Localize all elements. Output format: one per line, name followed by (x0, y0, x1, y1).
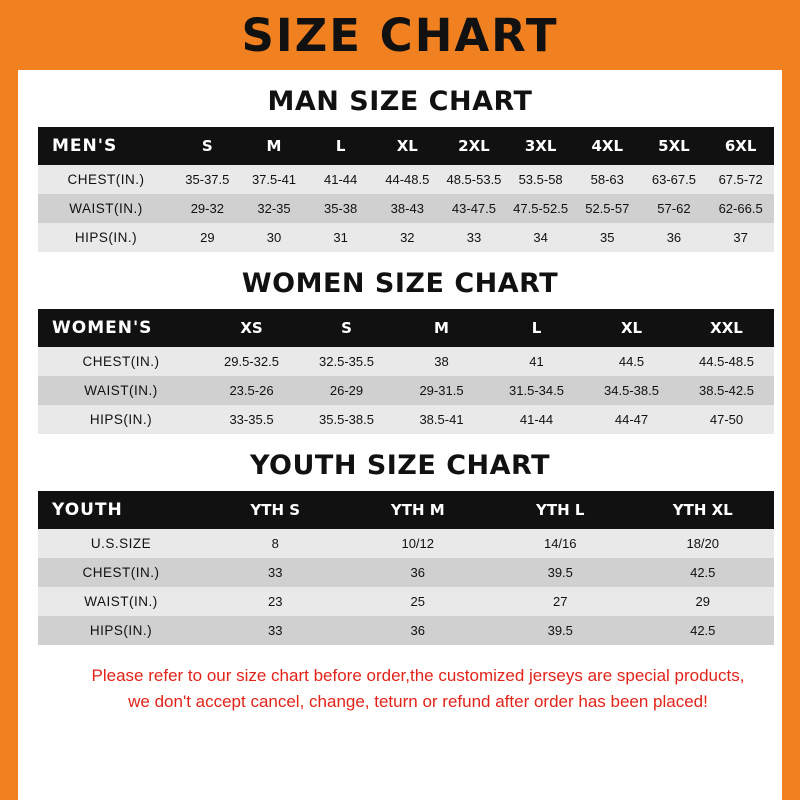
table-cell: 25 (347, 587, 490, 616)
table-row (38, 616, 774, 645)
men-header-cell: L (307, 127, 374, 165)
men-header-cell: 5XL (641, 127, 708, 165)
table-row (38, 194, 774, 223)
women-header-cell: XXL (679, 309, 774, 347)
table-row (38, 558, 774, 587)
table-row (38, 587, 774, 616)
table-cell: 31 (307, 223, 374, 252)
table-cell: 34.5-38.5 (584, 376, 679, 405)
table-cell: 53.5-58 (507, 165, 574, 194)
table-cell: 39.5 (489, 558, 632, 587)
table-cell: 32 (374, 223, 441, 252)
row-label: WAIST(IN.) (38, 194, 174, 223)
row-label: CHEST(IN.) (38, 347, 204, 376)
table-cell: 41-44 (307, 165, 374, 194)
youth-header-cell: YTH M (347, 491, 490, 529)
table-cell: 18/20 (632, 529, 775, 558)
women-header-cell: XS (204, 309, 299, 347)
table-row (38, 405, 774, 434)
table-cell: 58-63 (574, 165, 641, 194)
table-cell: 44-48.5 (374, 165, 441, 194)
table-cell: 41-44 (489, 405, 584, 434)
table-cell: 35-38 (307, 194, 374, 223)
table-cell: 31.5-34.5 (489, 376, 584, 405)
table-cell: 26-29 (299, 376, 394, 405)
table-cell: 38.5-41 (394, 405, 489, 434)
table-cell: 36 (347, 558, 490, 587)
row-label: HIPS(IN.) (38, 223, 174, 252)
table-cell: 43-47.5 (441, 194, 508, 223)
table-cell: 35.5-38.5 (299, 405, 394, 434)
table-cell: 34 (507, 223, 574, 252)
women-header-cell: S (299, 309, 394, 347)
table-cell: 35 (574, 223, 641, 252)
table-cell: 29 (632, 587, 775, 616)
table-cell: 52.5-57 (574, 194, 641, 223)
page-title: SIZE CHART (241, 8, 559, 62)
women-header-cell: WOMEN'S (38, 309, 204, 347)
men-header-cell: 4XL (574, 127, 641, 165)
men-header-cell: XL (374, 127, 441, 165)
table-cell: 44.5 (584, 347, 679, 376)
table-cell: 36 (641, 223, 708, 252)
row-label: HIPS(IN.) (38, 405, 204, 434)
table-cell: 62-66.5 (707, 194, 774, 223)
row-label: HIPS(IN.) (38, 616, 204, 645)
table-cell: 23.5-26 (204, 376, 299, 405)
table-cell: 27 (489, 587, 632, 616)
table-cell: 38.5-42.5 (679, 376, 774, 405)
table-cell: 37.5-41 (241, 165, 308, 194)
table-cell: 37 (707, 223, 774, 252)
men-header-cell: MEN'S (38, 127, 174, 165)
men-header-cell: S (174, 127, 241, 165)
table-cell: 42.5 (632, 616, 775, 645)
youth-header-cell: YOUTH (38, 491, 204, 529)
men-header-cell: 3XL (507, 127, 574, 165)
youth-header-cell: YTH S (204, 491, 347, 529)
table-cell: 10/12 (347, 529, 490, 558)
men-header-cell: M (241, 127, 308, 165)
men-size-table (38, 127, 774, 252)
footer-note-line-1: Please refer to our size chart before order,the customized jerseys are special products, (91, 666, 745, 685)
table-cell: 47-50 (679, 405, 774, 434)
table-cell: 36 (347, 616, 490, 645)
table-cell: 44-47 (584, 405, 679, 434)
table-cell: 32.5-35.5 (299, 347, 394, 376)
row-label: WAIST(IN.) (38, 587, 204, 616)
table-row (38, 529, 774, 558)
youth-header-cell: YTH XL (632, 491, 775, 529)
table-cell: 30 (241, 223, 308, 252)
table-row (38, 347, 774, 376)
table-cell: 33 (204, 558, 347, 587)
table-cell: 33-35.5 (204, 405, 299, 434)
table-cell: 29-32 (174, 194, 241, 223)
content (18, 86, 782, 714)
table-cell: 44.5-48.5 (679, 347, 774, 376)
table-cell: 39.5 (489, 616, 632, 645)
women-header-cell: M (394, 309, 489, 347)
table-cell: 29.5-32.5 (204, 347, 299, 376)
table-header-row (38, 127, 774, 165)
row-label: CHEST(IN.) (38, 165, 174, 194)
table-row (38, 223, 774, 252)
men-header-cell: 2XL (441, 127, 508, 165)
table-row (38, 376, 774, 405)
table-cell: 38 (394, 347, 489, 376)
women-header-cell: XL (584, 309, 679, 347)
footer-note-line-2: we don't accept cancel, change, teturn or refund after order has been placed! (128, 691, 708, 711)
table-cell: 14/16 (489, 529, 632, 558)
table-cell: 48.5-53.5 (441, 165, 508, 194)
women-section-title: WOMEN SIZE CHART (241, 268, 559, 299)
row-label: U.S.SIZE (38, 529, 204, 558)
table-cell: 57-62 (641, 194, 708, 223)
table-cell: 47.5-52.5 (507, 194, 574, 223)
table-cell: 42.5 (632, 558, 775, 587)
table-cell: 41 (489, 347, 584, 376)
youth-section-title: YOUTH SIZE CHART (249, 450, 551, 481)
women-header-cell: L (489, 309, 584, 347)
footer-note (38, 663, 798, 714)
banner (0, 0, 800, 70)
men-header-cell: 6XL (707, 127, 774, 165)
table-cell: 29-31.5 (394, 376, 489, 405)
men-section-title: MAN SIZE CHART (267, 86, 533, 117)
table-cell: 29 (174, 223, 241, 252)
table-header-row (38, 309, 774, 347)
table-cell: 23 (204, 587, 347, 616)
table-row (38, 165, 774, 194)
row-label: CHEST(IN.) (38, 558, 204, 587)
table-cell: 33 (204, 616, 347, 645)
table-cell: 8 (204, 529, 347, 558)
table-cell: 38-43 (374, 194, 441, 223)
table-cell: 33 (441, 223, 508, 252)
row-label: WAIST(IN.) (38, 376, 204, 405)
table-cell: 32-35 (241, 194, 308, 223)
table-cell: 67.5-72 (707, 165, 774, 194)
youth-header-cell: YTH L (489, 491, 632, 529)
youth-size-table (38, 491, 774, 645)
table-cell: 35-37.5 (174, 165, 241, 194)
table-cell: 63-67.5 (641, 165, 708, 194)
women-size-table (38, 309, 774, 434)
table-header-row (38, 491, 774, 529)
